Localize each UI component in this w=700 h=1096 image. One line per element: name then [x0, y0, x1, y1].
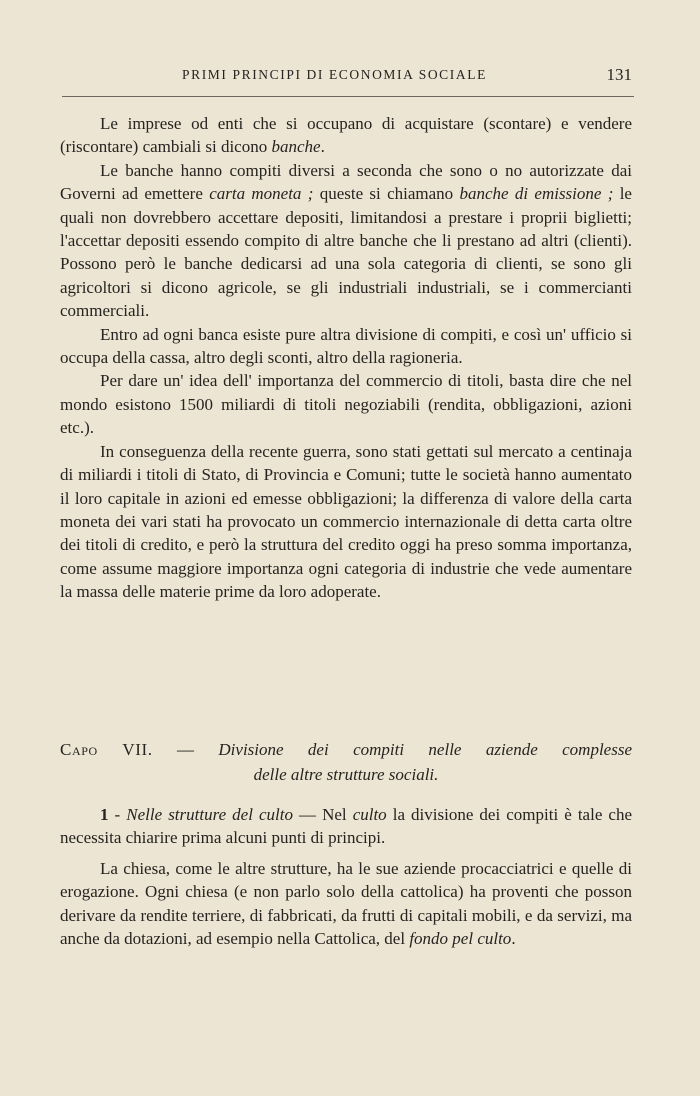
- paragraph-text: .: [320, 137, 325, 157]
- paragraph-divisione: Entro ad ogni banca esiste pure altra divisione di compiti, e così un' ufficio si occupa della cassa, altro degli sconti, altro della ragioneria.: [60, 324, 632, 368]
- paragraph-guerra: In conseguenza della recente guerra, sono stati gettati sul mercato a centinaja di miliardi i titoli di Stato, di Provincia e Comuni; tutte le società hanno aumentato il loro capitale in azioni ed emesse obbligazioni; la differenza di valore della carta moneta dei vari stati ha provocato un commercio internazionale di detta carta oltre dei titoli di credito, e però la struttura del credito oggi ha preso somma importanza, come assume maggiore importanza ogni categoria di industrie che vede aumentare la massa delle materie prime da loro adoperate.: [60, 441, 632, 602]
- italic-term: banche: [271, 137, 321, 157]
- paragraph-text: .: [511, 929, 516, 949]
- page-header: [62, 62, 634, 97]
- italic-term: banche di emissione ;: [459, 184, 614, 204]
- section-paragraph-1: [60, 803, 632, 850]
- running-head: PRIMI PRINCIPI DI ECONOMIA SOCIALE: [182, 67, 487, 82]
- chapter-dash: —: [152, 740, 219, 759]
- paragraph-text: le quali non dovrebbero accettare depositi, limitandosi a prestare i proprii biglietti; l'accettar depositi essendo compito di altre banche che li prestano ad altri (clienti). Possono però le banche dedicarsi ad una sola categoria di clienti, se sono gli agricoltori si dicono agricole, se gli industriali industriali, se i commercianti commerciali.: [60, 184, 632, 321]
- chapter-title-continued: delle altre strutture sociali.: [253, 765, 439, 784]
- paragraph-text: — Nel: [292, 805, 353, 824]
- italic-term: fondo pel culto: [409, 929, 512, 949]
- italic-term: carta moneta ;: [209, 184, 314, 204]
- paragraph-text: Le imprese od enti che si occupano di acquistare (scontare) e vendere (riscontare) cambiali si dicono: [60, 114, 632, 157]
- paragraph-titoli: Per dare un' idea dell' importanza del commercio di titoli, basta dire che nel mondo esistono 1500 miliardi di titoli negoziabili (rendita, obbligazioni, azioni etc.).: [60, 371, 632, 438]
- paragraph-text: la divisione dei compiti è tale che necessita chiarire prima alcuni punti di principi.: [60, 805, 633, 848]
- italic-term: culto: [352, 805, 387, 824]
- chapter-heading: [60, 738, 632, 787]
- chapter-title: Divisione dei compiti nelle aziende complesse: [218, 740, 632, 759]
- chapter-label: Capo VII.: [60, 740, 153, 759]
- page-number: 131: [606, 65, 632, 84]
- section-number: 1: [100, 805, 109, 824]
- paragraph-compiti: [60, 159, 632, 323]
- section-separator: -: [108, 805, 127, 824]
- paragraph-text: Le banche hanno compiti diversi a seconda che sono o no autorizzate dai Governi ad emettere: [60, 160, 632, 204]
- paragraph-banche: [60, 112, 632, 159]
- paragraph-text: queste si chiamano: [313, 184, 460, 204]
- section-paragraph-2: [60, 857, 632, 951]
- chapter-heading-line1: [60, 738, 632, 762]
- section-heading: Nelle strutture del culto: [126, 805, 293, 824]
- section-culto: [60, 803, 632, 950]
- paragraph-text: La chiesa, come le altre strutture, ha le sue aziende procacciatrici e quelle di erogazione. Ogni chiesa (e non parlo solo della cattolica) ha proventi che posson derivare da rendite terriere, di fabbricati, da frutti di capitali mobili, e da servizi, ma anche da dotazioni, ad esempio nella Cattolica, del: [60, 858, 632, 949]
- main-text: [60, 112, 632, 604]
